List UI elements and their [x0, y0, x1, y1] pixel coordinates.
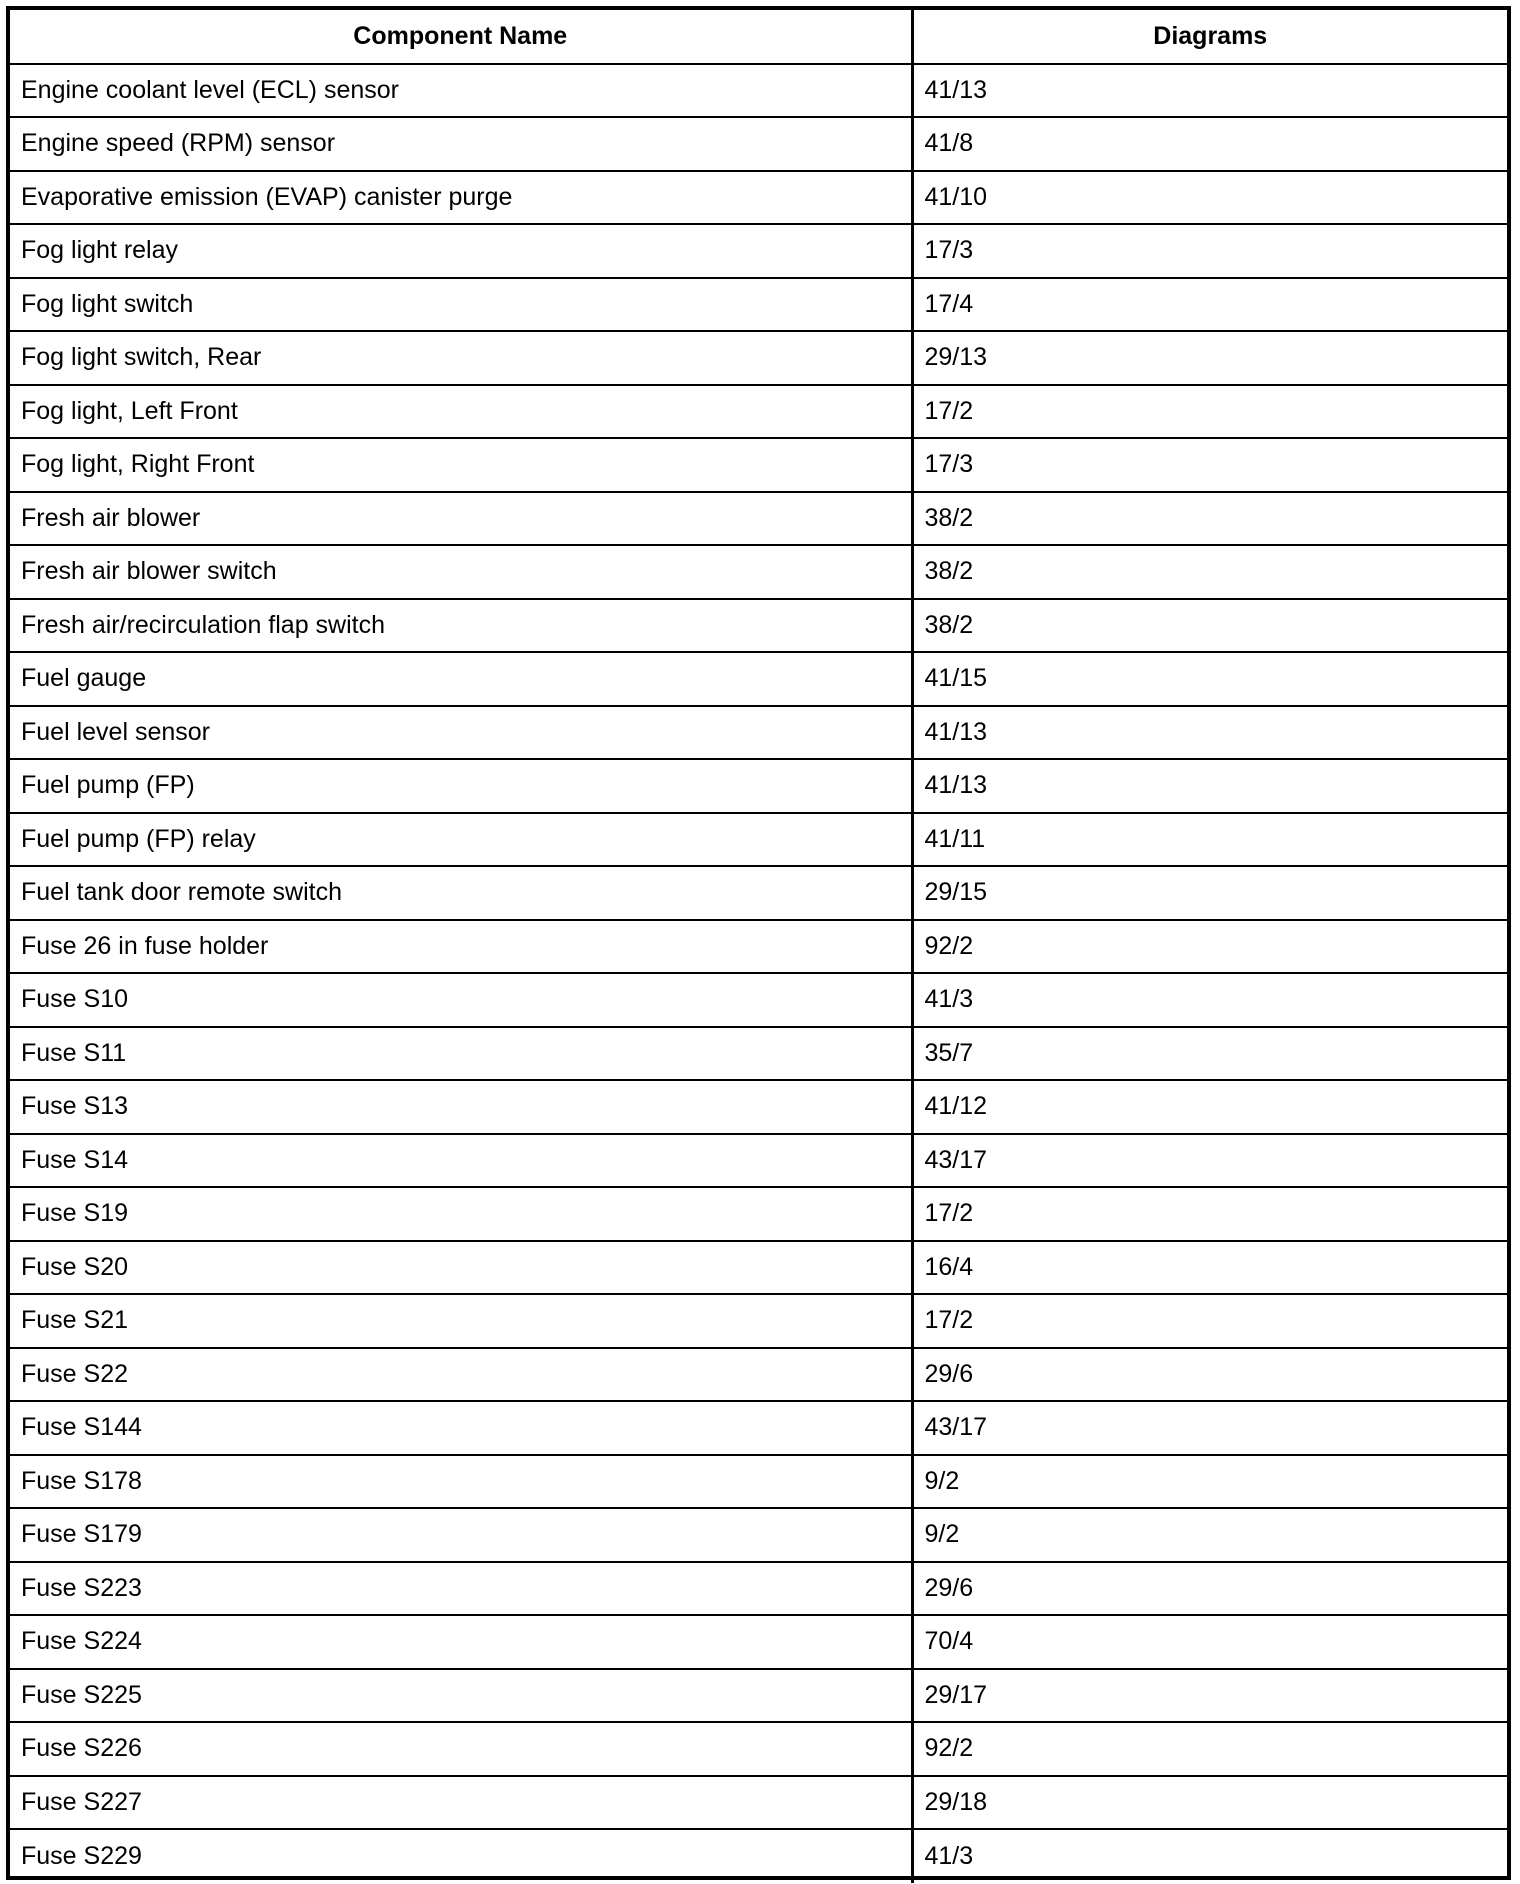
table-row [10, 1080, 1507, 1134]
component-name-cell: Fresh air blower [10, 492, 912, 546]
component-name-cell: Fuel gauge [10, 652, 912, 706]
diagram-ref-cell: 38/2 [912, 545, 1507, 599]
component-name-cell: Fuse S11 [10, 1027, 912, 1081]
component-name-cell: Fuse S144 [10, 1401, 912, 1455]
table-row [10, 706, 1507, 760]
component-name-cell: Fresh air blower switch [10, 545, 912, 599]
table-row [10, 1134, 1507, 1188]
table-row [10, 117, 1507, 171]
component-name-cell: Fuse S227 [10, 1776, 912, 1830]
table-row [10, 64, 1507, 118]
diagram-ref-cell: 43/17 [912, 1134, 1507, 1188]
diagram-ref-cell: 41/3 [912, 1829, 1507, 1883]
component-name-cell: Fresh air/recirculation flap switch [10, 599, 912, 653]
table-row [10, 599, 1507, 653]
diagram-ref-cell: 29/6 [912, 1562, 1507, 1616]
diagram-ref-cell: 9/2 [912, 1508, 1507, 1562]
component-name-cell: Fuse S178 [10, 1455, 912, 1509]
component-name-cell: Fuel pump (FP) [10, 759, 912, 813]
diagram-ref-cell: 41/11 [912, 813, 1507, 867]
component-name-cell: Fuse 26 in fuse holder [10, 920, 912, 974]
component-name-cell: Fog light switch, Rear [10, 331, 912, 385]
component-name-cell: Fuse S20 [10, 1241, 912, 1295]
table-row [10, 385, 1507, 439]
table-row [10, 1669, 1507, 1723]
diagram-ref-cell: 38/2 [912, 599, 1507, 653]
table-row [10, 224, 1507, 278]
diagram-ref-cell: 16/4 [912, 1241, 1507, 1295]
table-row [10, 1508, 1507, 1562]
component-name-cell: Fog light switch [10, 278, 912, 332]
table-row [10, 1401, 1507, 1455]
table-row [10, 438, 1507, 492]
diagram-ref-cell: 41/10 [912, 171, 1507, 225]
table-row [10, 920, 1507, 974]
diagram-ref-cell: 41/13 [912, 706, 1507, 760]
table-row [10, 813, 1507, 867]
table-row [10, 331, 1507, 385]
table-row [10, 1722, 1507, 1776]
component-name-cell: Fog light relay [10, 224, 912, 278]
table-row [10, 1615, 1507, 1669]
component-name-cell: Fuse S10 [10, 973, 912, 1027]
table-header-row [10, 10, 1507, 64]
table-row [10, 492, 1507, 546]
component-name-cell: Fuel tank door remote switch [10, 866, 912, 920]
diagram-ref-cell: 17/4 [912, 278, 1507, 332]
diagram-ref-cell: 43/17 [912, 1401, 1507, 1455]
diagram-ref-cell: 41/12 [912, 1080, 1507, 1134]
component-table-frame [6, 6, 1511, 1880]
component-name-cell: Fuse S14 [10, 1134, 912, 1188]
table-row [10, 1294, 1507, 1348]
diagram-ref-cell: 41/8 [912, 117, 1507, 171]
component-name-cell: Engine speed (RPM) sensor [10, 117, 912, 171]
component-name-cell: Fog light, Left Front [10, 385, 912, 439]
table-row [10, 1027, 1507, 1081]
diagram-ref-cell: 29/18 [912, 1776, 1507, 1830]
table-row [10, 1776, 1507, 1830]
component-name-cell: Engine coolant level (ECL) sensor [10, 64, 912, 118]
diagram-ref-cell: 41/3 [912, 973, 1507, 1027]
table-row [10, 1455, 1507, 1509]
diagram-ref-cell: 29/13 [912, 331, 1507, 385]
diagram-ref-cell: 29/6 [912, 1348, 1507, 1402]
component-name-cell: Fuse S226 [10, 1722, 912, 1776]
component-name-cell: Fuse S223 [10, 1562, 912, 1616]
component-name-cell: Fuse S224 [10, 1615, 912, 1669]
table-row [10, 278, 1507, 332]
diagram-ref-cell: 17/3 [912, 438, 1507, 492]
diagram-ref-cell: 92/2 [912, 1722, 1507, 1776]
component-name-cell: Fuse S179 [10, 1508, 912, 1562]
diagram-ref-cell: 17/2 [912, 385, 1507, 439]
component-diagram-table [10, 10, 1507, 1883]
table-row [10, 1562, 1507, 1616]
diagram-ref-cell: 41/15 [912, 652, 1507, 706]
table-row [10, 866, 1507, 920]
component-name-cell: Fuse S229 [10, 1829, 912, 1883]
component-name-cell: Fuse S225 [10, 1669, 912, 1723]
diagram-ref-cell: 17/2 [912, 1187, 1507, 1241]
table-row [10, 973, 1507, 1027]
table-row [10, 1187, 1507, 1241]
table-row [10, 171, 1507, 225]
diagram-ref-cell: 38/2 [912, 492, 1507, 546]
table-row [10, 652, 1507, 706]
diagram-ref-cell: 17/2 [912, 1294, 1507, 1348]
table-row [10, 1829, 1507, 1883]
table-row [10, 1241, 1507, 1295]
component-name-cell: Fog light, Right Front [10, 438, 912, 492]
table-body [10, 64, 1507, 1883]
diagram-ref-cell: 17/3 [912, 224, 1507, 278]
component-name-cell: Fuel level sensor [10, 706, 912, 760]
component-name-cell: Fuse S22 [10, 1348, 912, 1402]
component-name-cell: Fuse S19 [10, 1187, 912, 1241]
diagram-ref-cell: 9/2 [912, 1455, 1507, 1509]
table-row [10, 545, 1507, 599]
component-name-cell: Evaporative emission (EVAP) canister purge [10, 171, 912, 225]
diagram-ref-cell: 41/13 [912, 64, 1507, 118]
diagram-ref-cell: 92/2 [912, 920, 1507, 974]
diagram-ref-cell: 29/17 [912, 1669, 1507, 1723]
table-row [10, 759, 1507, 813]
diagram-ref-cell: 41/13 [912, 759, 1507, 813]
component-name-cell: Fuse S13 [10, 1080, 912, 1134]
table-row [10, 1348, 1507, 1402]
diagram-ref-cell: 35/7 [912, 1027, 1507, 1081]
header-diagrams: Diagrams [912, 10, 1507, 64]
header-component-name: Component Name [10, 10, 912, 64]
diagram-ref-cell: 29/15 [912, 866, 1507, 920]
component-name-cell: Fuse S21 [10, 1294, 912, 1348]
component-name-cell: Fuel pump (FP) relay [10, 813, 912, 867]
diagram-ref-cell: 70/4 [912, 1615, 1507, 1669]
